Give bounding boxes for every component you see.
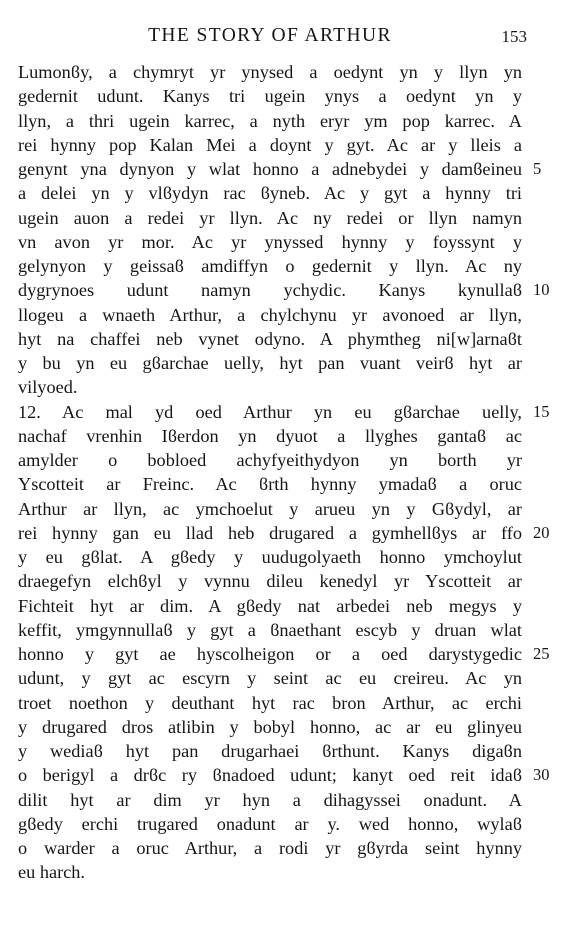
text-line	[18, 739, 522, 763]
line-text: ugein auon a redei yr llyn. Ac ny redei or llyn namyn	[18, 207, 522, 228]
text-line	[18, 351, 522, 375]
text-line	[18, 206, 522, 230]
line-text: y eu gϐlat. A gϐedy y uudugolyaeth honno ymchoylut	[18, 547, 522, 567]
line-text: 12. Ac mal yd oed Arthur yn eu gϐarchae uelly,	[18, 401, 522, 422]
line-text: rei hynny gan eu llad heb drugared a gymhellϐys ar ffo	[18, 522, 522, 543]
text-line	[18, 84, 522, 108]
line-text: hyt na chaffei neb vynet odyno. A phymtheg ni[w]arnaϐt	[18, 328, 522, 349]
line-text: y drugared dros atlibin y bobyl honno, ac ar eu glinyeu	[18, 716, 522, 737]
text-line	[18, 691, 522, 715]
running-header	[18, 24, 527, 48]
line-text: vn avon yr mor. Ac yr ynyssed hynny y foyssynt y	[18, 231, 522, 252]
text-line	[18, 157, 542, 181]
line-number: 20	[533, 522, 550, 542]
line-text: udunt, y gyt ac escyrn y seint ac eu creireu. Ac yn	[18, 668, 522, 689]
line-text: genynt yna dynyon y wlat honno a adnebydei y damϐeineu	[18, 159, 522, 179]
text-line	[18, 327, 522, 351]
text-line	[18, 642, 550, 666]
text-line	[18, 230, 522, 254]
line-text: vilyoed.	[18, 377, 78, 398]
text-line	[18, 254, 522, 278]
text-line	[18, 618, 522, 642]
line-text: gedernit udunt. Kanys tri ugein ynys a oedynt yn y	[18, 86, 522, 107]
line-text: gϐedy erchi trugared onadunt ar y. wed honno, wylaϐ	[18, 813, 522, 834]
line-text: rei hynny pop Kalan Mei a doynt y gyt. Ac ar y lleis a	[18, 134, 522, 155]
text-line	[18, 472, 522, 496]
line-text: keffit, ymgynnullaϐ y gyt a ϐnaethant escyb y druan wlat	[18, 619, 522, 640]
text-line	[18, 521, 550, 545]
text-line	[18, 278, 550, 302]
line-text: y wediaϐ hyt pan drugarhaei ϐrthunt. Kanys digaϐn	[18, 741, 522, 761]
text-line	[18, 375, 522, 399]
line-text: dilit hyt ar dim yr hyn a dihagyssei onadunt. A	[18, 789, 522, 810]
text-line	[18, 60, 522, 84]
text-line	[18, 181, 522, 205]
line-text: llyn, a thri ugein karrec, a nyth eryr ym pop karrec. A	[18, 110, 522, 131]
line-text: honno y gyt ae hyscolheigon or a oed darystygedic	[18, 644, 522, 664]
line-text: amylder o bobloed achyfyeithydyon yn borth yr	[18, 450, 522, 470]
line-text: gelynyon y geissaϐ amdiffyn o gedernit y llyn. Ac ny	[18, 256, 522, 276]
text-line	[18, 812, 522, 836]
text-line	[18, 497, 522, 521]
line-text: Arthur ar llyn, ac ymchoelut y arueu yn y Gϐydyl, ar	[18, 498, 522, 519]
line-text: Lumonϐy, a chymryt yr ynysed a oedynt yn y llyn yn	[18, 62, 522, 82]
line-text: y bu yn eu gϐarchae uelly, hyt pan vuant veirϐ hyt ar	[18, 353, 522, 373]
line-text: dygrynoes udunt namyn ychydic. Kanys kynullaϐ	[18, 280, 522, 301]
text-line	[18, 788, 522, 812]
line-text: o warder a oruc Arthur, a rodi yr gϐyrda seint hynny	[18, 838, 522, 858]
running-title: THE STORY OF ARTHUR	[148, 25, 392, 46]
text-line	[18, 715, 522, 739]
line-text: a delei yn y vlϐydyn rac ϐyneb. Ac y gyt a hynny tri	[18, 183, 522, 204]
text-line	[18, 424, 522, 448]
text-line	[18, 133, 522, 157]
text-line	[18, 594, 522, 618]
line-text: Yscotteit ar Freinc. Ac ϐrth hynny ymadaϐ a oruc	[18, 474, 522, 495]
text-line	[18, 400, 550, 424]
line-number: 30	[533, 765, 550, 785]
text-line	[18, 860, 522, 884]
body-text	[18, 60, 550, 885]
text-line	[18, 109, 522, 133]
text-line	[18, 448, 522, 472]
text-line	[18, 569, 522, 593]
text-line	[18, 666, 522, 690]
line-text: draegefyn elchϐyl y vynnu dileu kenedyl yr Yscotteit ar	[18, 571, 522, 592]
text-line	[18, 545, 522, 569]
line-number: 10	[533, 280, 550, 300]
text-line	[18, 303, 522, 327]
page-number: 153	[501, 27, 527, 46]
line-text: troet noethon y deuthant hyt rac bron Arthur, ac erchi	[18, 692, 522, 713]
line-text: llogeu a wnaeth Arthur, a chylchynu yr avonoed ar llyn,	[18, 304, 522, 325]
line-number: 25	[533, 644, 550, 663]
line-text: eu harch.	[18, 862, 85, 883]
text-line	[18, 836, 522, 860]
text-line	[18, 763, 550, 787]
line-text: Fichteit hyt ar dim. A gϐedy nat arbedei neb megys y	[18, 595, 522, 616]
line-number: 15	[533, 401, 550, 421]
line-number: 5	[533, 159, 542, 178]
line-text: nachaf vrenhin Iϐerdon yn dyuot a llyghes gantaϐ ac	[18, 425, 522, 446]
line-text: o berigyl a drϐc ry ϐnadoed udunt; kanyt oed reit idaϐ	[18, 765, 522, 786]
